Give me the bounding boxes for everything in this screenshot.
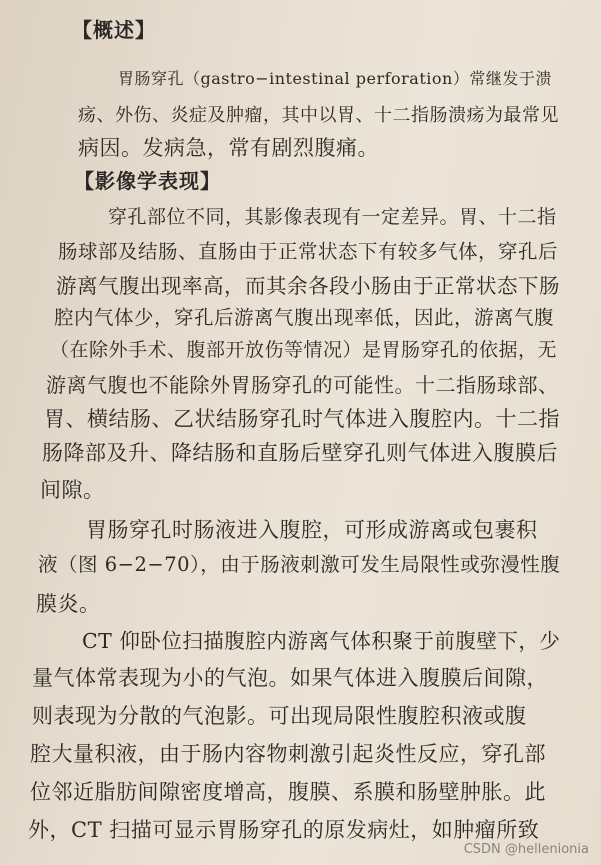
text-line: CT 仰卧位扫描腹腔内游离气体积聚于前腹壁下，少 [82, 629, 561, 653]
section-heading-overview: 【概述】 [72, 18, 156, 42]
text-line: 位邻近脂肪间隙密度增高，腹膜、系膜和肠壁肿胀。此 [30, 780, 546, 804]
text-line: 液（图 6−2−70），由于肠液刺激可发生局限性或弥漫性腹 [38, 553, 561, 576]
text-line: 腔大量积液，由于肠内容物刺激引起炎性反应，穿孔部 [30, 742, 546, 766]
text-line: 游离气腹也不能除外胃肠穿孔的可能性。十二指肠球部、 [46, 373, 559, 397]
text-line: 量气体常表现为小的气泡。如果气体进入腹膜后间隙， [32, 666, 548, 690]
text-line: 疡、外伤、炎症及肿瘤，其中以胃、十二指肠溃疡为最常见 [78, 105, 559, 126]
text-line: 病因。发病急，常有剧烈腹痛。 [78, 136, 379, 160]
text-line: 胃肠穿孔（gastro−intestinal perforation）常继发于溃 [118, 69, 552, 88]
text-line: 则表现为分散的气泡影。可出现局限性腹腔积液或腹 [32, 704, 527, 728]
text-line: 外，CT 扫描可显示胃肠穿孔的原发病灶，如肿瘤所致 [28, 818, 540, 842]
text-line: 游离气腹出现率高，而其余各段小肠由于正常状态下肠 [56, 274, 560, 298]
watermark: CSDN @hellenionia [463, 842, 589, 857]
text-line: 肠球部及结肠、直肠由于正常状态下有较多气体，穿孔后 [58, 240, 559, 263]
text-line: 穿孔部位不同，其影像表现有一定差异。胃、十二指 [108, 206, 557, 228]
text-line: 胃肠穿孔时肠液进入腹腔，可形成游离或包裹积 [86, 518, 538, 542]
text-line: 胃、横结肠、乙状结肠穿孔时气体进入腹腔内。十二指 [44, 407, 560, 431]
text-line: （在除外手术、腹部开放伤等情况）是胃肠穿孔的依据，无 [50, 339, 558, 361]
section-heading-imaging: 【影像学表现】 [74, 169, 221, 193]
text-line: 肠降部及升、降结肠和直肠后壁穿孔则气体进入腹膜后 [42, 441, 558, 465]
text-line: 腔内气体少，穿孔后游离气腹出现率低，因此，游离气腹 [54, 306, 555, 329]
text-line: 间隙。 [40, 478, 105, 502]
text-line: 膜炎。 [36, 592, 101, 616]
